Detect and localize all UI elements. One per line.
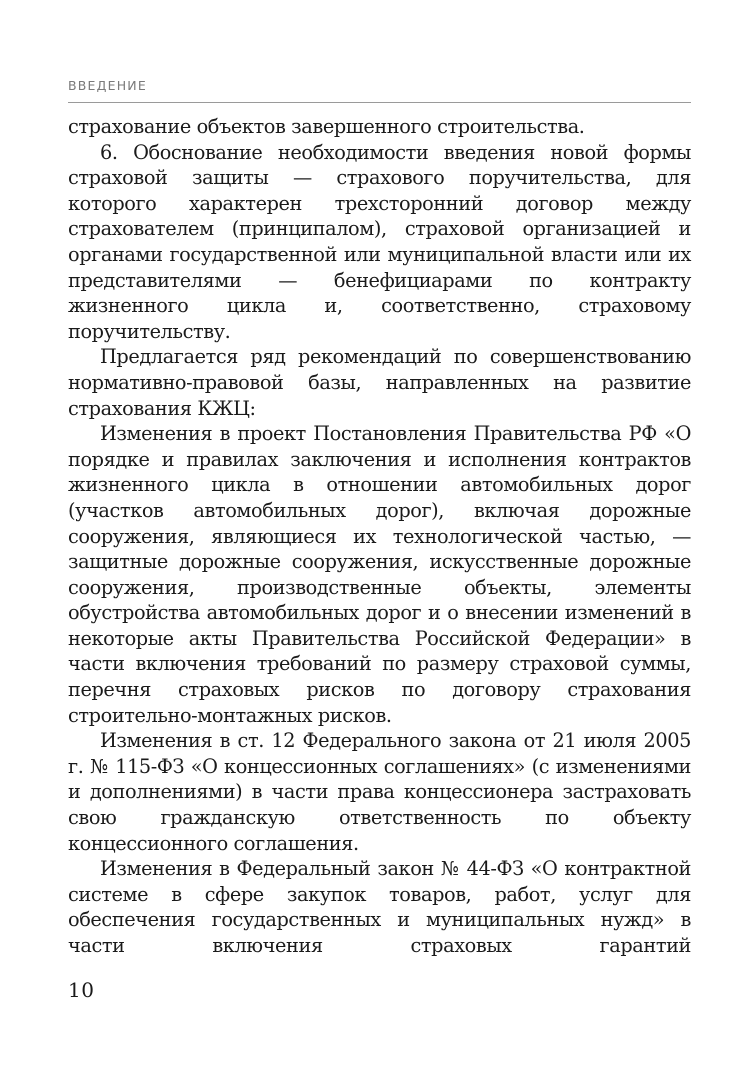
running-head: ВВЕДЕНИЕ <box>68 78 147 93</box>
header-divider <box>68 102 691 103</box>
paragraph-contract-system-law-changes: Изменения в Федеральный закон № 44-ФЗ «О контрактной системе в сфере закупок товаров, работ, услуг для обеспечения государственных и муниципальных нужд» в части включения страховых гарантий <box>68 857 691 957</box>
paragraph-recommendations-intro: Предлагается ряд рекомендаций по совершенствованию нормативно-правовой базы, направленных на развитие страхования КЖЦ: <box>68 345 691 420</box>
paragraph-item-6: 6. Обоснование необходимости введения новой формы страховой защиты — страхового поручительства, для которого характерен трехсторонний договор между страхователем (принципалом), страховой организацией и органами государственной или муниципальной власти или их представителями — бенефициарами по контракту жизненного цикла и, соответственно, страховому поручительству. <box>68 140 691 343</box>
paragraph-government-decree-changes: Изменения в проект Постановления Правительства РФ «О порядке и правилах заключения и исполнения контрактов жизненного цикла в отношении автомобильных дорог (участков автомобильных дорог), включая дорожные сооружения, являющиеся их технологической частью, — защитные дорожные сооружения, искусственные дорожные сооружения, производственные объекты, элементы обустройства автомобильных дорог и о внесении изменений в некоторые акты Правительства Российской Федерации» в части включения требований по размеру страховой суммы, перечня страховых рисков по договору страхования строительно-монтажных рисков. <box>68 422 691 727</box>
page-number: 10 <box>68 978 95 1002</box>
paragraph-continuation: страхование объектов завершенного строительства. <box>68 115 585 138</box>
body-text <box>68 114 691 959</box>
paragraph-concession-law-changes: Изменения в ст. 12 Федерального закона от 21 июля 2005 г. № 115-ФЗ «О концессионных соглашениях» (с изменениями и дополнениями) в части права концессионера застраховать свою гражданскую ответственность по объекту концессионного соглашения. <box>68 729 691 855</box>
